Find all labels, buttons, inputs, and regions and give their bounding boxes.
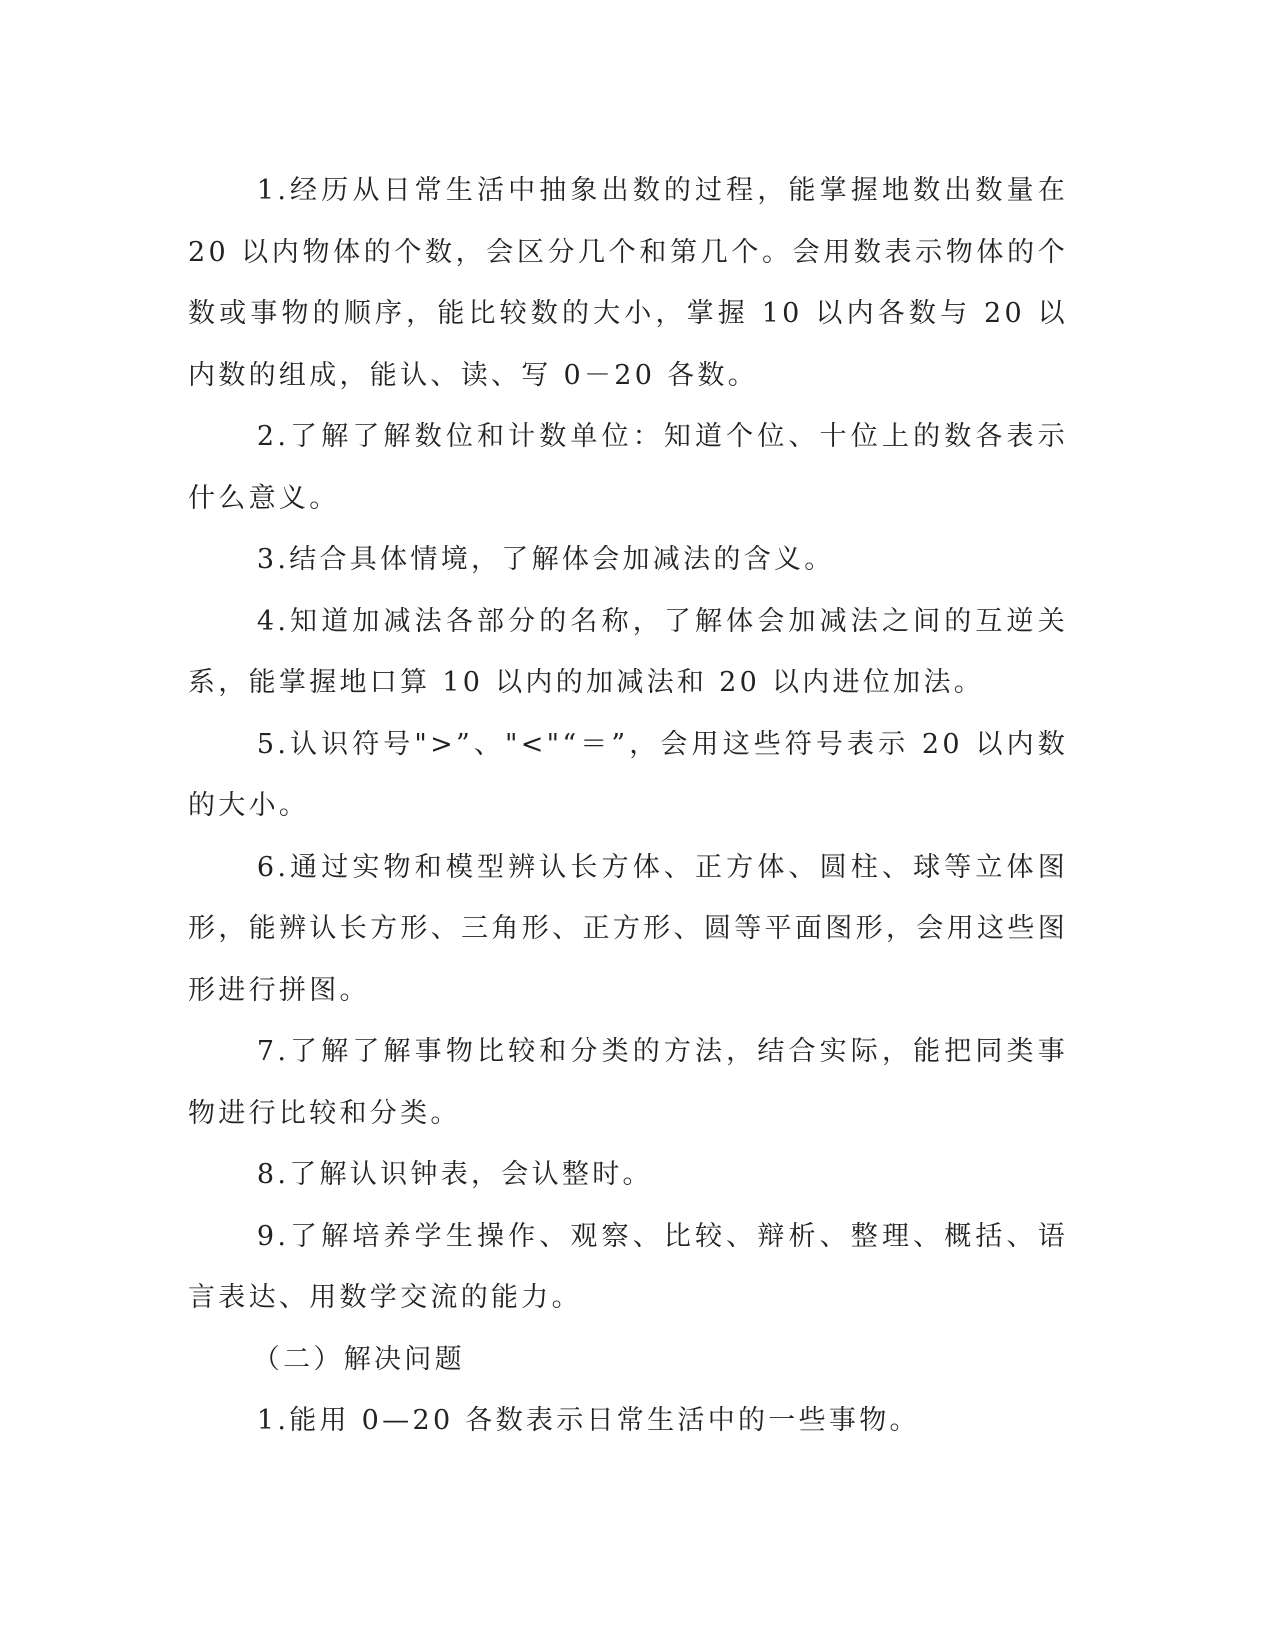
paragraph-5: 5.认识符号">”、"<"“＝”，会用这些符号表示 20 以内数的大小。 [188,728,1068,821]
paragraph-3: 3.结合具体情境，了解体会加减法的含义。 [256,544,835,575]
paragraph-10: 1.能用 0—20 各数表示日常生活中的一些事物。 [256,1405,920,1436]
paragraph-6: 6.通过实物和模型辨认长方体、正方体、圆柱、球等立体图形，能辨认长方形、三角形、正方形、圆等平面图形，会用这些图形进行拼图。 [188,851,1068,1006]
paragraph-9: 9.了解培养学生操作、观察、比较、辩析、整理、概括、语言表达、用数学交流的能力。 [188,1220,1068,1313]
paragraph-4: 4.知道加减法各部分的名称，了解体会加减法之间的互逆关系，能掌握地口算 10 以内的加减法和 20 以内进位加法。 [188,605,1068,698]
document-body [188,160,1068,1452]
section-heading: （二）解决问题 [252,1343,465,1375]
paragraph-1: 1.经历从日常生活中抽象出数的过程，能掌握地数出数量在 20 以内物体的个数，会区分几个和第几个。会用数表示物体的个数或事物的顺序，能比较数的大小，掌握 10 以内各数与 20 以内数的组成，能认、读、写 0－20 各数。 [188,175,1068,391]
paragraph-7: 7.了解了解事物比较和分类的方法，结合实际，能把同类事物进行比较和分类。 [188,1036,1068,1129]
paragraph-2: 2.了解了解数位和计数单位：知道个位、十位上的数各表示什么意义。 [188,421,1068,514]
paragraph-8: 8.了解认识钟表，会认整时。 [256,1159,653,1190]
